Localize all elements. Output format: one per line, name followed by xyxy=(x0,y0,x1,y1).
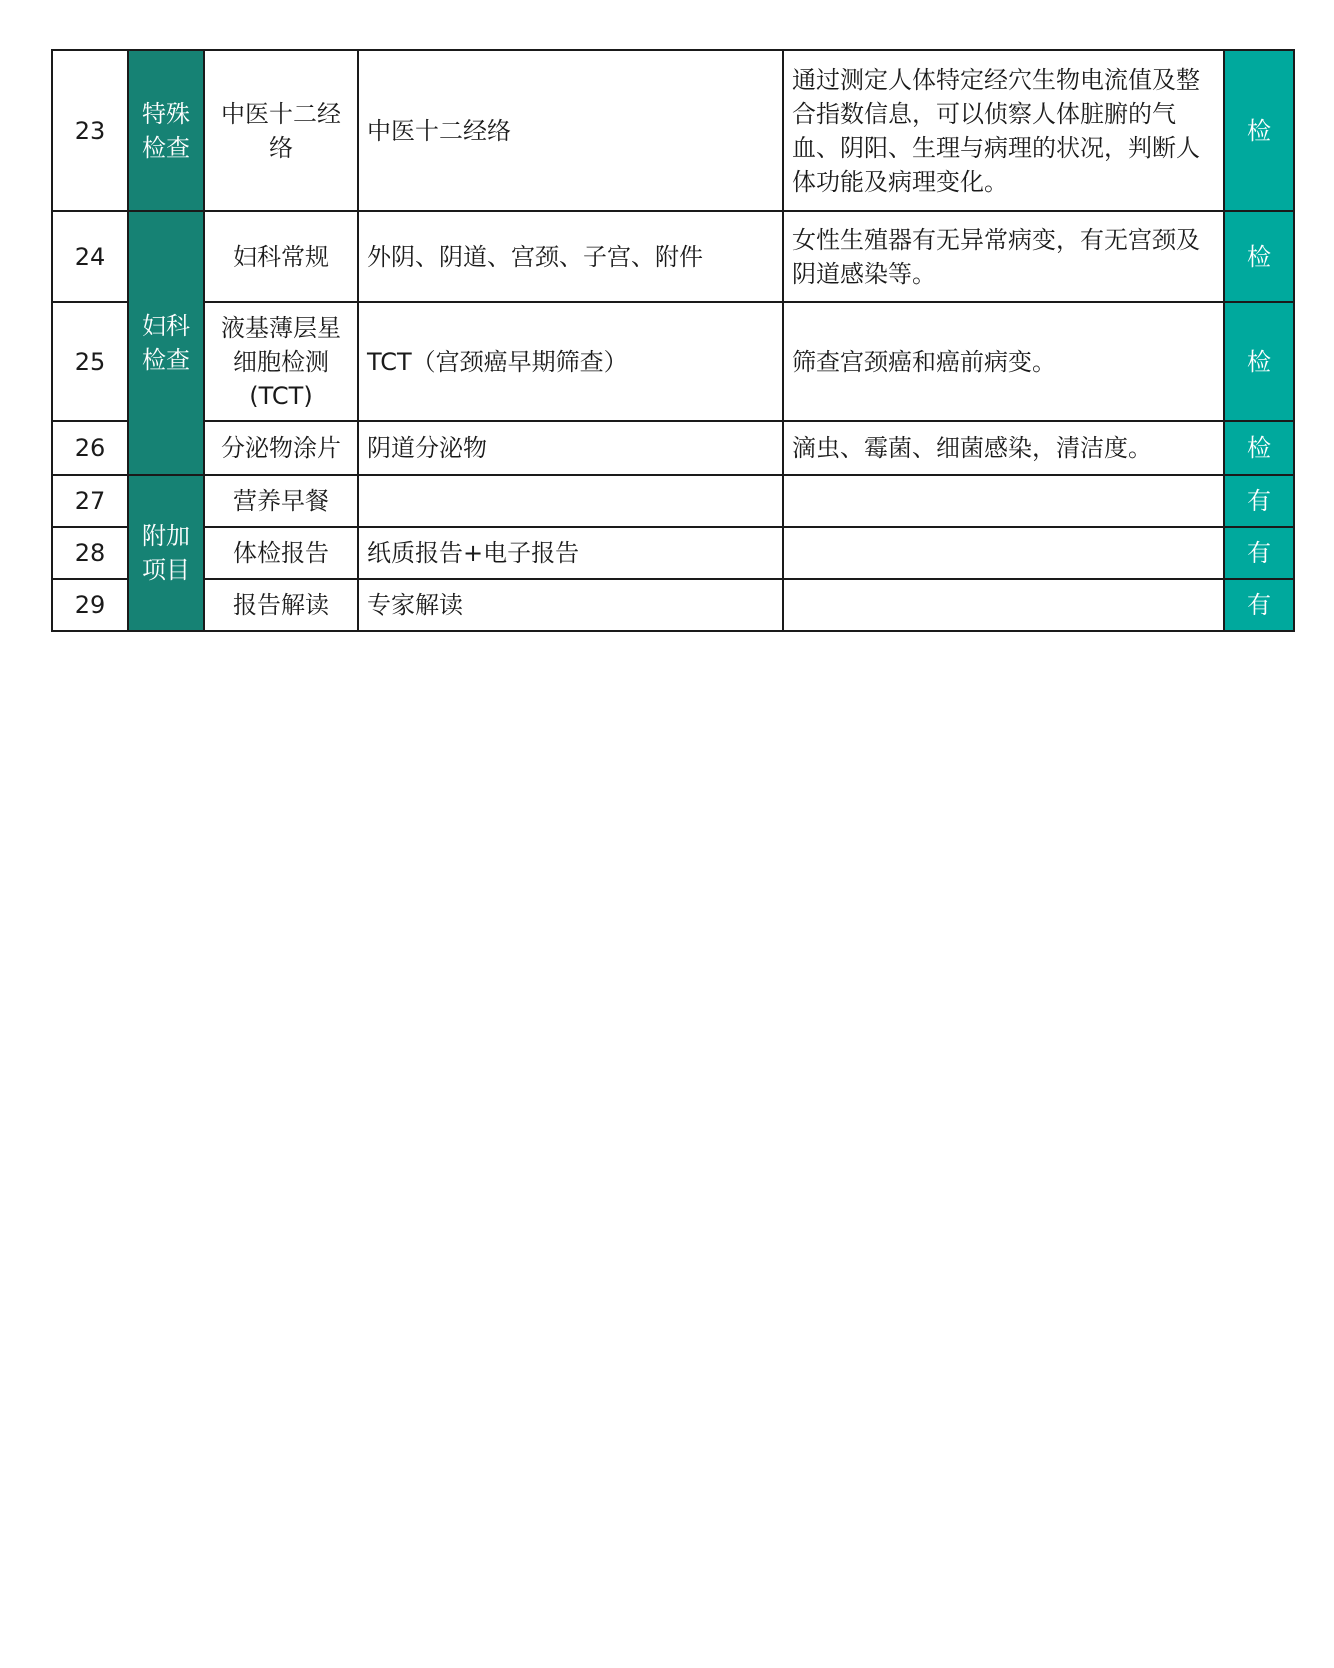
item-mark: 有 xyxy=(1224,579,1294,631)
category-label: 附加 xyxy=(142,522,190,550)
item-content xyxy=(358,475,783,527)
item-name: 液基薄层星细胞检测(TCT) xyxy=(204,302,358,421)
item-name: 中医十二经络 xyxy=(204,50,358,211)
item-description: 女性生殖器有无异常病变，有无宫颈及阴道感染等。 xyxy=(783,211,1224,302)
category-label: 检查 xyxy=(142,133,190,162)
item-content: 专家解读 xyxy=(358,579,783,631)
table-row xyxy=(52,421,1294,475)
item-description: 筛查宫颈癌和癌前病变。 xyxy=(783,302,1224,421)
item-content: TCT（宫颈癌早期筛查） xyxy=(358,302,783,421)
row-number: 23 xyxy=(52,50,128,211)
table-row xyxy=(52,527,1294,579)
item-content: 中医十二经络 xyxy=(358,50,783,211)
item-name: 妇科常规 xyxy=(204,211,358,302)
item-mark: 检 xyxy=(1224,302,1294,421)
exam-items-table xyxy=(51,49,1295,632)
item-mark: 有 xyxy=(1224,475,1294,527)
item-content: 外阴、阴道、宫颈、子宫、附件 xyxy=(358,211,783,302)
item-description xyxy=(783,579,1224,631)
item-mark: 检 xyxy=(1224,211,1294,302)
item-mark: 检 xyxy=(1224,50,1294,211)
row-number: 25 xyxy=(52,302,128,421)
item-description xyxy=(783,475,1224,527)
category-cell xyxy=(128,211,204,475)
row-number: 28 xyxy=(52,527,128,579)
table-row xyxy=(52,302,1294,421)
category-label: 妇科 xyxy=(142,312,190,340)
category-label: 检查 xyxy=(142,346,190,374)
table-row xyxy=(52,50,1294,211)
item-description: 通过测定人体特定经穴生物电流值及整合指数信息，可以侦察人体脏腑的气血、阴阳、生理与病理的状况，判断人体功能及病理变化。 xyxy=(783,50,1224,211)
item-name: 营养早餐 xyxy=(204,475,358,527)
item-name: 体检报告 xyxy=(204,527,358,579)
row-number: 29 xyxy=(52,579,128,631)
item-mark: 检 xyxy=(1224,421,1294,475)
item-content: 阴道分泌物 xyxy=(358,421,783,475)
category-label: 特殊 xyxy=(142,99,190,128)
row-number: 27 xyxy=(52,475,128,527)
table-row xyxy=(52,579,1294,631)
category-label: 项目 xyxy=(142,556,190,584)
row-number: 24 xyxy=(52,211,128,302)
item-content: 纸质报告+电子报告 xyxy=(358,527,783,579)
item-name: 报告解读 xyxy=(204,579,358,631)
exam-items-sheet xyxy=(51,49,1293,632)
category-cell xyxy=(128,50,204,211)
row-number: 26 xyxy=(52,421,128,475)
item-mark: 有 xyxy=(1224,527,1294,579)
item-description xyxy=(783,527,1224,579)
table-row xyxy=(52,211,1294,302)
table-row xyxy=(52,475,1294,527)
category-cell xyxy=(128,475,204,631)
item-name: 分泌物涂片 xyxy=(204,421,358,475)
item-description: 滴虫、霉菌、细菌感染，清洁度。 xyxy=(783,421,1224,475)
